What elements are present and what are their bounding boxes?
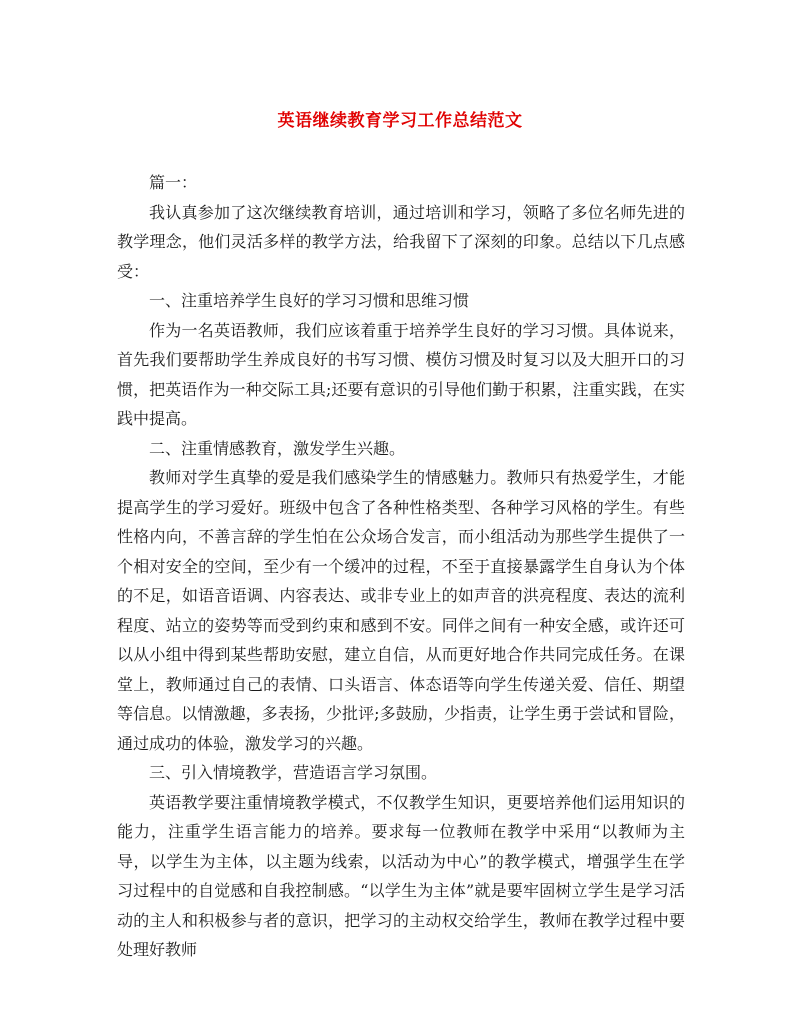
intro-paragraph: 我认真参加了这次继续教育培训，通过培训和学习，领略了多位名师先进的教学理念，他们灵活多样的教学方法，给我留下了深刻的印象。总结以下几点感受： xyxy=(117,202,685,281)
body-paragraph-1: 作为一名英语教师，我们应该着重于培养学生良好的学习习惯。具体说来，首先我们要帮助学生养成良好的书写习惯、模仿习惯及时复习以及大胆开口的习惯，把英语作为一种交际工具;还要有意识的引导他们勤于积累，注重实践，在实践中提高。 xyxy=(117,320,685,428)
body-paragraph-2: 教师对学生真挚的爱是我们感染学生的情感魅力。教师只有热爱学生，才能提高学生的学习爱好。班级中包含了各种性格类型、各种学习风格的学生。有些性格内向，不善言辞的学生怕在公众场合发言，而小组活动为那些学生提供了一个相对安全的空间，至少有一个缓冲的过程，不至于直接暴露学生自身认为个体的不足，如语音语调、内容表达、或非专业上的如声音的洪亮程度、表达的流利程度、站立的姿势等而受到约束和感到不安。同伴之间有一种安全感，或许还可以从小组中得到某些帮助安慰，建立自信，从而更好地合作共同完成任务。在课堂上，教师通过自己的表情、口头语言、体态语等向学生传递关爱、信任、期望等信息。以情激趣，多表扬，少批评;多鼓励，少指责，让学生勇于尝试和冒险，通过成功的体验，激发学习的兴趣。 xyxy=(117,468,685,753)
body-paragraph-3: 英语教学要注重情境教学模式，不仅教学生知识，更要培养他们运用知识的能力，注重学生语言能力的培养。要求每一位教师在教学中采用“以教师为主导，以学生为主体，以主题为线索，以活动为中心”的教学模式，增强学生在学习过程中的自觉感和自我控制感。“以学生为主体”就是要牢固树立学生是学习活动的主人和积极参与者的意识，把学习的主动权交给学生，教师在教学过程中要处理好教师 xyxy=(117,792,685,959)
document-title: 英语继续教育学习工作总结范文 xyxy=(277,111,523,131)
section-heading-1: 一、注重培养学生良好的学习习惯和思维习惯 xyxy=(149,291,470,310)
document-body xyxy=(117,168,685,965)
section-heading-2: 二、注重情感教育，激发学生兴趣。 xyxy=(149,438,406,458)
section-label: 篇一： xyxy=(149,173,198,192)
section-heading-3: 三、引入情境教学，营造语言学习氛围。 xyxy=(149,763,438,782)
